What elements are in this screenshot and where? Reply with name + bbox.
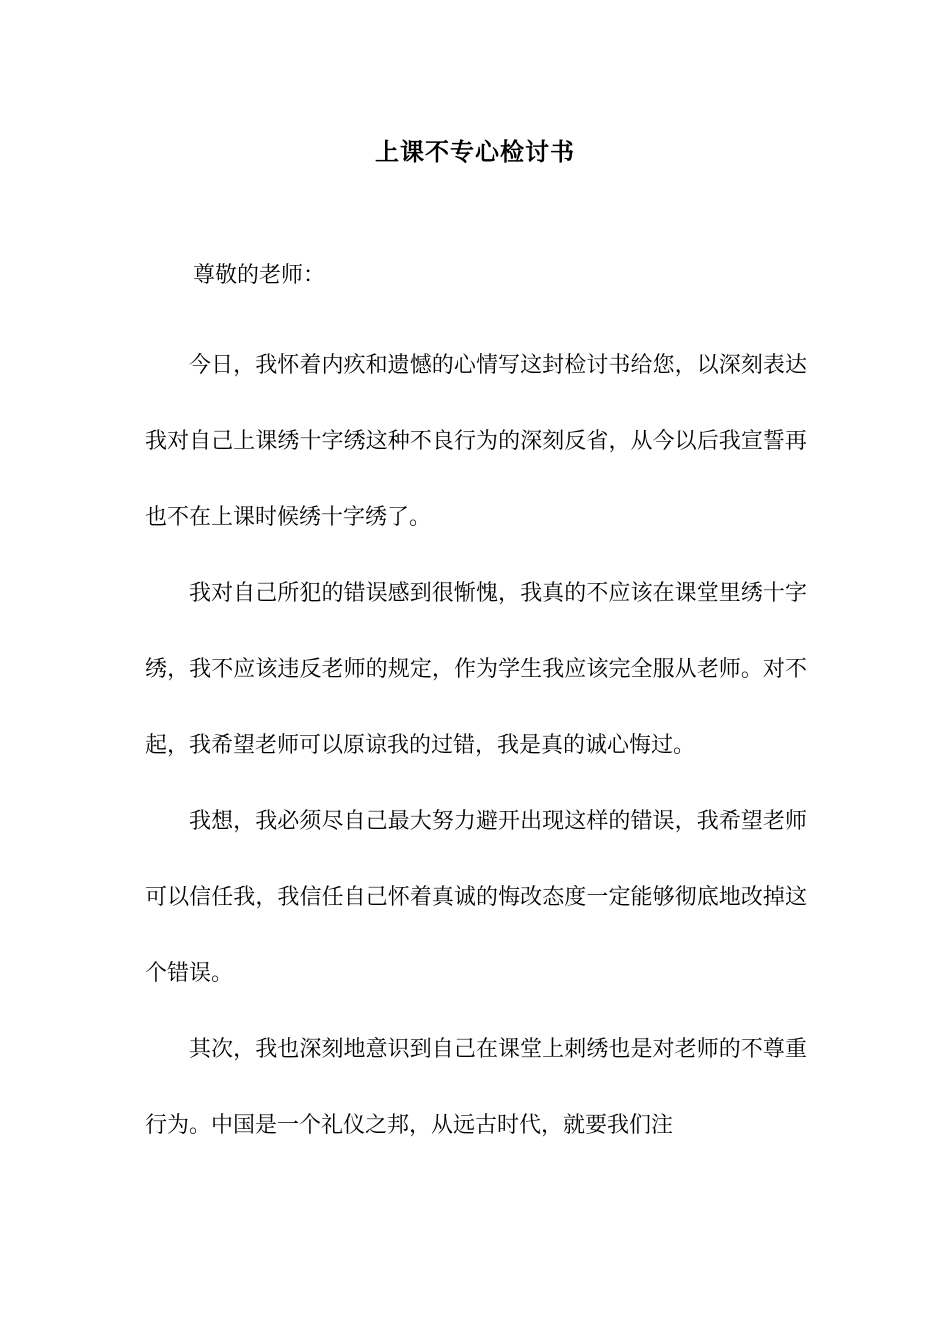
paragraph-3: 我想，我必须尽自己最大努力避开出现这样的错误，我希望老师可以信任我，我信任自己怀着真诚的悔改态度一定能够彻底地改掉这个错误。 (145, 809, 807, 986)
salutation: 尊敬的老师： (193, 263, 326, 288)
paragraph-1: 今日，我怀着内疚和遗憾的心情写这封检讨书给您，以深刻表达我对自己上课绣十字绣这种不良行为的深刻反省，从今以后我宣誓再也不在上课时候绣十字绣了。 (145, 353, 807, 530)
paragraph-2: 我对自己所犯的错误感到很惭愧，我真的不应该在课堂里绣十字绣，我不应该违反老师的规定，作为学生我应该完全服从老师。对不起，我希望老师可以原谅我的过错，我是真的诚心悔过。 (145, 581, 807, 758)
paragraph-4: 其次，我也深刻地意识到自己在课堂上刺绣也是对老师的不尊重行为。中国是一个礼仪之邦，从远古时代，就要我们注 (145, 1037, 807, 1138)
document-title: 上课不专心检讨书 (375, 137, 575, 166)
document-body (145, 258, 807, 1164)
